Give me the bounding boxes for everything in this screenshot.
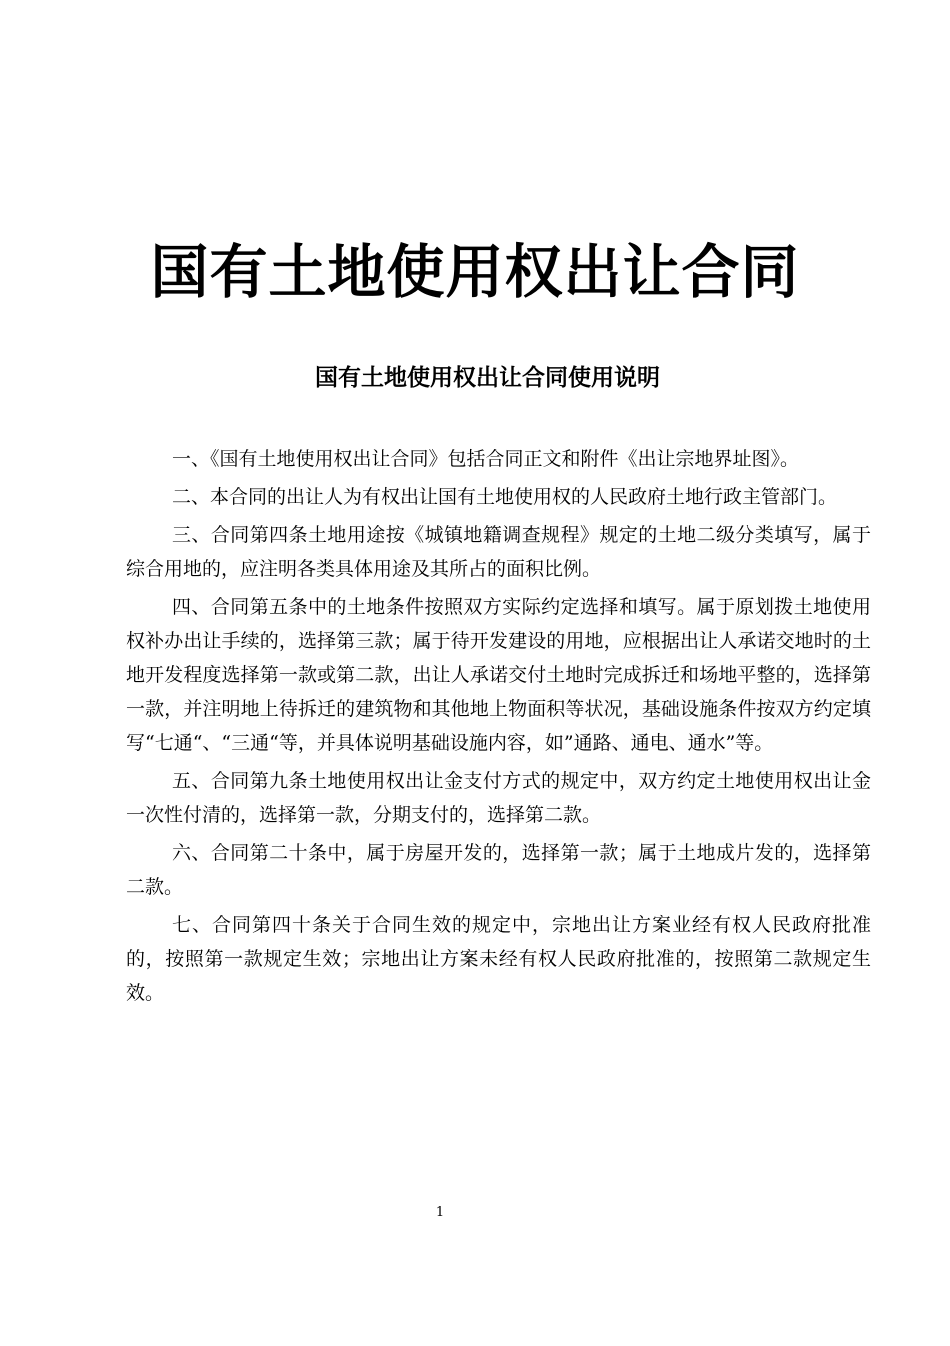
instruction-paragraph-5: 五、合同第九条土地使用权出让金支付方式的规定中，双方约定土地使用权出让金一次性付清的，选择第一款，分期支付的，选择第二款。 — [126, 770, 871, 826]
document-title: 国有土地使用权出让合同 — [150, 238, 800, 306]
instructions-body — [126, 442, 871, 1014]
instruction-paragraph-1: 一、《国有土地使用权出让合同》包括合同正文和附件《出让宗地界址图》。 — [172, 448, 800, 470]
instruction-paragraph-4: 四、合同第五条中的土地条件按照双方实际约定选择和填写。属于原划拨土地使用权补办出让手续的，选择第三款；属于待开发建设的用地，应根据出让人承诺交地时的土地开发程度选择第一款或第二款，出让人承诺交付土地时完成拆迁和场地平整的，选择第一款，并注明地上待拆迁的建筑物和其他地上物面积等状况，基础设施条件按双方约定填写“七通“、“三通“等，并具体说明基础设施内容，如”通路、通电、通水”等。 — [126, 596, 871, 754]
instruction-paragraph-3: 三、合同第四条土地用途按《城镇地籍调查规程》规定的土地二级分类填写，属于综合用地的，应注明各类具体用途及其所占的面积比例。 — [126, 524, 871, 580]
page-number: 1 — [435, 1205, 445, 1220]
document-subtitle: 国有土地使用权出让合同使用说明 — [315, 364, 660, 391]
instruction-paragraph-7: 七、合同第四十条关于合同生效的规定中，宗地出让方案业经有权人民政府批准的，按照第一款规定生效；宗地出让方案未经有权人民政府批准的，按照第二款规定生效。 — [126, 914, 871, 1004]
instruction-paragraph-6: 六、合同第二十条中，属于房屋开发的，选择第一款；属于土地成片发的，选择第二款。 — [126, 842, 871, 898]
instruction-paragraph-2: 二、本合同的出让人为有权出让国有土地使用权的人民政府土地行政主管部门。 — [172, 486, 838, 508]
